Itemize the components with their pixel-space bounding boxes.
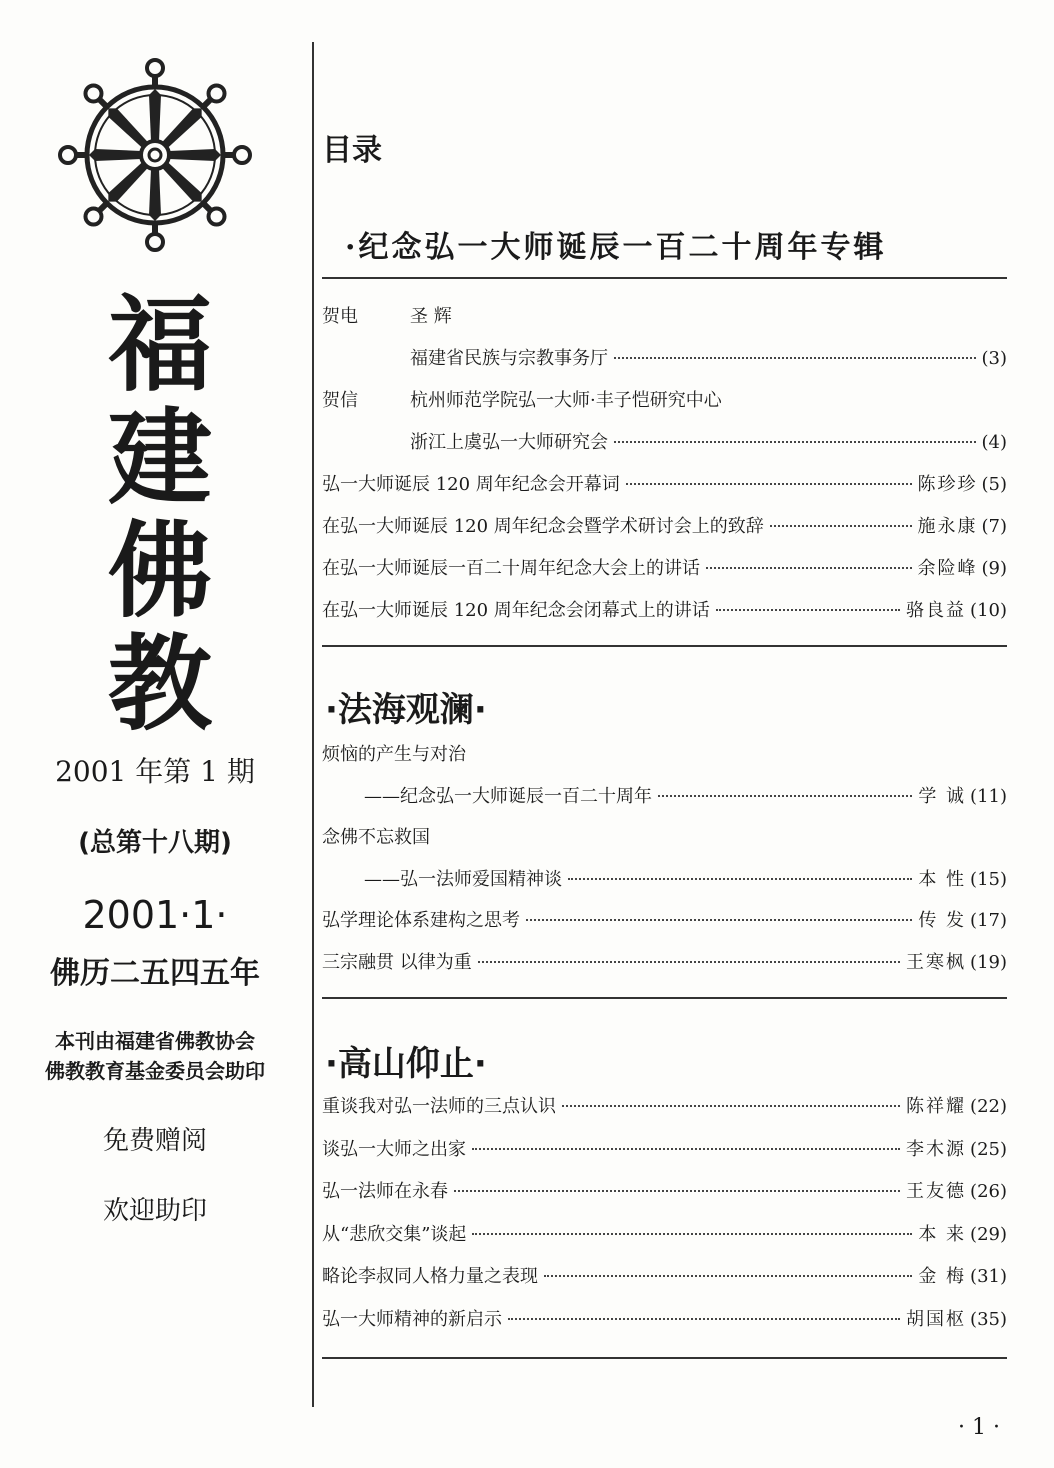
entry-author: 陈祥耀 [906,1096,967,1117]
column-divider [312,42,314,1407]
special-issue-title: ·纪念弘一大师诞辰一百二十周年专辑 [345,230,887,265]
toc-entry[interactable] [322,554,1007,584]
entry-author: 陈珍珍 [917,474,978,495]
toc-entry[interactable] [322,782,1007,812]
masthead-char: 佛 [107,509,212,632]
leader-dots [472,1233,912,1235]
leader-dots [478,961,900,963]
masthead-char: 教 [107,622,212,745]
toc-entry[interactable] [322,1262,1007,1292]
page-number: · 1 · [958,1415,1000,1440]
entry-title: 弘一法师在永春 [322,1181,448,1202]
entry-page: (17) [970,910,1007,931]
divider [322,277,1007,279]
toc-heading: 目录 [322,133,382,168]
entry-title: 弘一大师诞辰 120 周年纪念会开幕词 [322,474,620,495]
entry-title: 杭州师范学院弘一大师·丰子恺研究中心 [410,390,722,411]
entry-label: 贺信 [322,390,358,411]
toc-entry[interactable] [322,302,1007,332]
section-title-fahai: ·法海观澜· [325,690,487,730]
leader-dots [658,795,912,797]
leader-dots [472,1148,900,1150]
toc-entry[interactable] [322,865,1007,895]
section-title-gaoshan: ·高山仰止· [325,1044,487,1084]
leader-dots [508,1318,900,1320]
entry-title: 三宗融贯 以律为重 [322,951,472,973]
leader-dots [716,609,900,611]
left-column [0,0,300,1468]
toc-entry[interactable] [322,1177,1007,1207]
toc-entry[interactable] [322,428,1007,458]
issue-date: 2001·1· [82,893,228,937]
toc-entry[interactable] [322,1092,1007,1122]
entry-author: 施永康 [917,516,978,537]
entry-page: (19) [970,951,1007,973]
issue-line: 2001 年第 1 期 [55,755,255,788]
entry-title: ——纪念弘一大师诞辰一百二十周年 [364,785,652,807]
entry-page: (31) [970,1266,1007,1287]
masthead-char: 建 [107,396,212,519]
toc-entry[interactable] [322,596,1007,626]
entry-page: (3) [981,348,1007,369]
entry-label: 贺电 [322,306,358,327]
entry-page: (10) [970,600,1007,621]
leader-dots [544,1275,912,1277]
entry-title: 谈弘一大师之出家 [322,1138,466,1160]
toc-entry[interactable] [322,823,1007,853]
sponsor-line-1: 本刊由福建省佛教协会 [55,1029,255,1053]
welcome-sponsor: 欢迎助印 [102,1196,207,1226]
leader-dots [562,1105,900,1107]
leader-dots [526,919,912,921]
entry-title: 烦恼的产生与对治 [322,744,466,765]
entry-page: (22) [970,1096,1007,1117]
sponsor-line-2: 佛教教育基金委员会助印 [45,1059,265,1083]
entry-page: (4) [981,432,1007,453]
entry-title: 在弘一大师诞辰 120 周年纪念会暨学术研讨会上的致辞 [322,516,764,537]
entry-page: (7) [981,516,1007,537]
entry-author: 余险峰 [917,558,978,579]
entry-author: 传 发 [918,910,967,931]
leader-dots [454,1190,900,1192]
leader-dots [626,483,912,485]
entry-title: 念佛不忘救国 [322,827,430,848]
entry-author: 胡国枢 [906,1308,967,1330]
entry-page: (5) [981,474,1007,495]
entry-author: 本 性 [918,868,967,890]
masthead-title [95,283,225,745]
entry-page: (25) [970,1138,1007,1160]
entry-title: 浙江上虞弘一大师研究会 [410,432,608,453]
entry-author: 金 梅 [918,1266,967,1287]
entry-title: 弘一大师精神的新启示 [322,1308,502,1330]
entry-title: 重谈我对弘一法师的三点认识 [322,1096,556,1117]
toc-entry[interactable] [322,470,1007,500]
entry-title: 在弘一大师诞辰一百二十周年纪念大会上的讲话 [322,558,700,579]
leader-dots [568,878,912,880]
entry-title: ——弘一法师爱国精神谈 [364,868,562,890]
entry-page: (15) [970,868,1007,890]
entry-author: 骆良益 [906,600,967,621]
entry-title: 在弘一大师诞辰 120 周年纪念会闭幕式上的讲话 [322,600,710,621]
toc-entry[interactable] [322,512,1007,542]
total-issue: (总第十八期) [78,828,232,858]
entry-author: 李木源 [906,1138,967,1160]
entry-page: (35) [970,1308,1007,1330]
entry-title: 福建省民族与宗教事务厅 [410,348,608,369]
entry-title: 圣 辉 [410,306,452,327]
toc-entry[interactable] [322,740,1007,770]
leader-dots [706,567,912,569]
dharma-wheel-icon [55,55,255,255]
divider [322,645,1007,647]
divider [322,1357,1007,1359]
entry-author: 学 诚 [918,785,967,807]
toc-entry[interactable] [322,386,1007,416]
leader-dots [614,441,976,443]
entry-page: (29) [970,1223,1007,1245]
toc-entry[interactable] [322,906,1007,936]
free-copy: 免费赠阅 [102,1126,207,1156]
toc-entry[interactable] [322,1220,1007,1250]
entry-author: 本 来 [918,1223,967,1245]
entry-author: 王寒枫 [906,951,967,973]
divider [322,997,1007,999]
entry-page: (26) [970,1181,1007,1202]
entry-title: 略论李叔同人格力量之表现 [322,1266,538,1287]
leader-dots [770,525,912,527]
toc-entry[interactable] [322,948,1007,978]
entry-title: 从“悲欣交集”谈起 [322,1223,467,1245]
toc-entry[interactable] [322,1135,1007,1165]
toc-entry[interactable] [322,1305,1007,1335]
entry-page: (11) [970,785,1007,807]
masthead-char: 福 [107,283,212,406]
leader-dots [614,357,976,359]
buddhist-year: 佛历二五四五年 [50,956,260,991]
toc-entry[interactable] [322,344,1007,374]
entry-author: 王友德 [906,1181,967,1202]
entry-page: (9) [981,558,1007,579]
entry-title: 弘学理论体系建构之思考 [322,910,520,931]
